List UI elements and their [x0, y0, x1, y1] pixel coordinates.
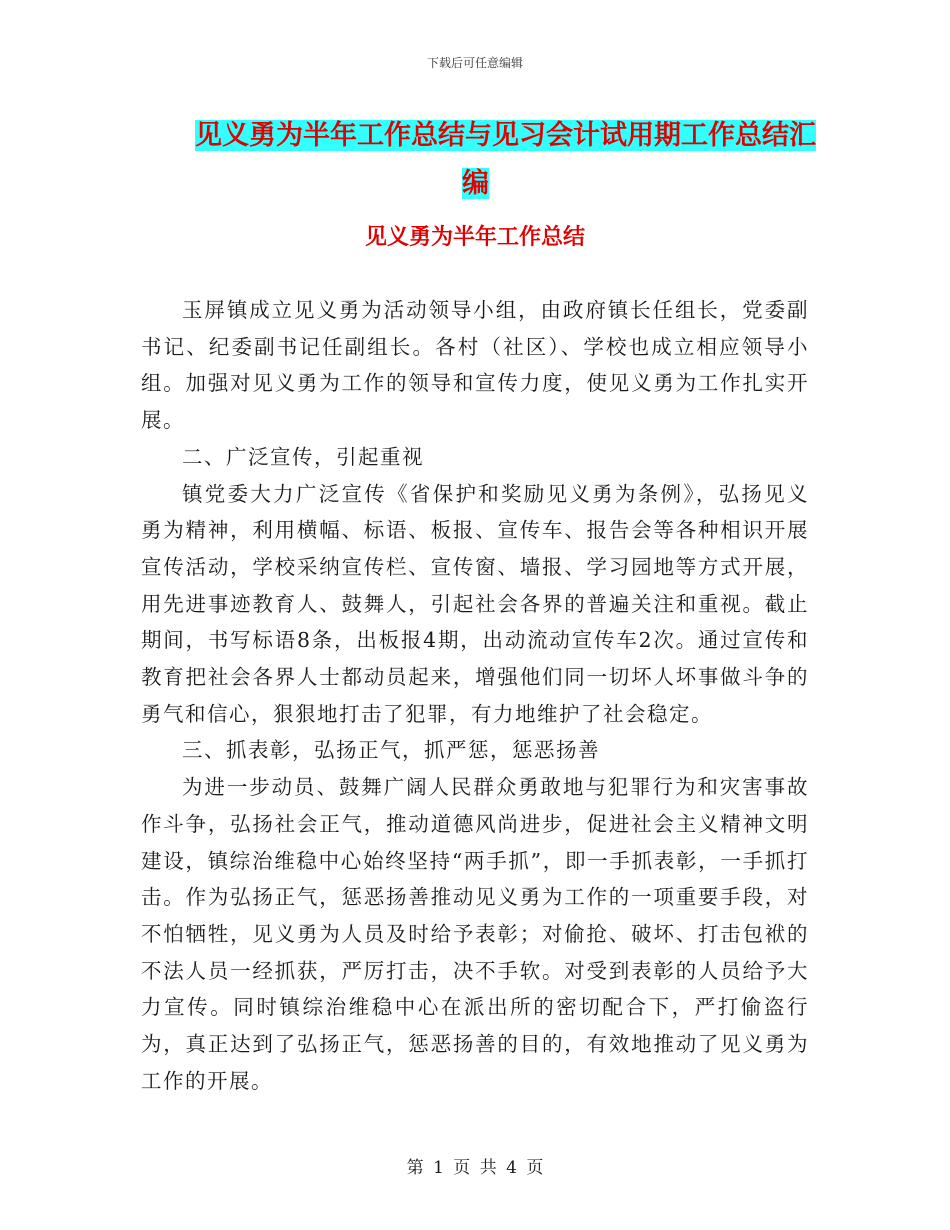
- document-title: [195, 112, 815, 208]
- paragraph-heading: 二、广泛宣传，引起重视: [182, 444, 424, 469]
- page-number: 第 1 页 共 4 页: [406, 1158, 544, 1178]
- paragraph: 玉屏镇成立见义勇为活动领导小组，由政府镇长任组长，党委副书记、纪委副书记任副组长。各村（社区）、学校也成立相应领导小组。加强对见义勇为工作的领导和宣传力度，使见义勇为工作扎实开展。: [141, 298, 809, 433]
- paragraph: 为进一步动员、鼓舞广阔人民群众勇敢地与犯罪行为和灾害事故作斗争，弘扬社会正气，推动道德风尚进步，促进社会主义精神文明建设，镇综治维稳中心始终坚持“两手抓”，即一手抓表彰，一手抓打击。作为弘扬正气，惩恶扬善推动见义勇为工作的一项重要手段，对不怕牺牲，见义勇为人员及时给予表彰；对偷抢、破坏、打击包袱的不法人员一经抓获，严厉打击，决不手软。对受到表彰的人员给予大力宣传。同时镇综治维稳中心在派出所的密切配合下，严打偷盗行为，真正达到了弘扬正气，惩恶扬善的目的，有效地推动了见义勇为工作的开展。: [141, 775, 809, 1093]
- paragraph: 镇党委大力广泛宣传《省保护和奖励见义勇为条例》，弘扬见义勇为精神，利用横幅、标语、板报、宣传车、报告会等各种相识开展宣传活动，学校采纳宣传栏、宣传窗、墙报、学习园地等方式开展，用先进事迹教育人、鼓舞人，引起社会各界的普遍关注和重视。截止期间，书写标语8条，出板报4期，出动流动宣传车2次。通过宣传和教育把社会各界人士都动员起来，增强他们同一切坏人坏事做斗争的勇气和信心，狠狠地打击了犯罪，有力地维护了社会稳定。: [141, 481, 809, 726]
- document-title-line-2: 编: [462, 168, 489, 199]
- document-body: [141, 292, 809, 1099]
- document-title-line-1: 见义勇为半年工作总结与见习会计试用期工作总结汇: [195, 120, 816, 151]
- section-title: 见义勇为半年工作总结: [364, 224, 585, 250]
- header-note: 下载后可任意编辑: [426, 56, 523, 70]
- paragraph-heading: 三、抓表彰，弘扬正气，抓严惩，惩恶扬善: [182, 738, 600, 763]
